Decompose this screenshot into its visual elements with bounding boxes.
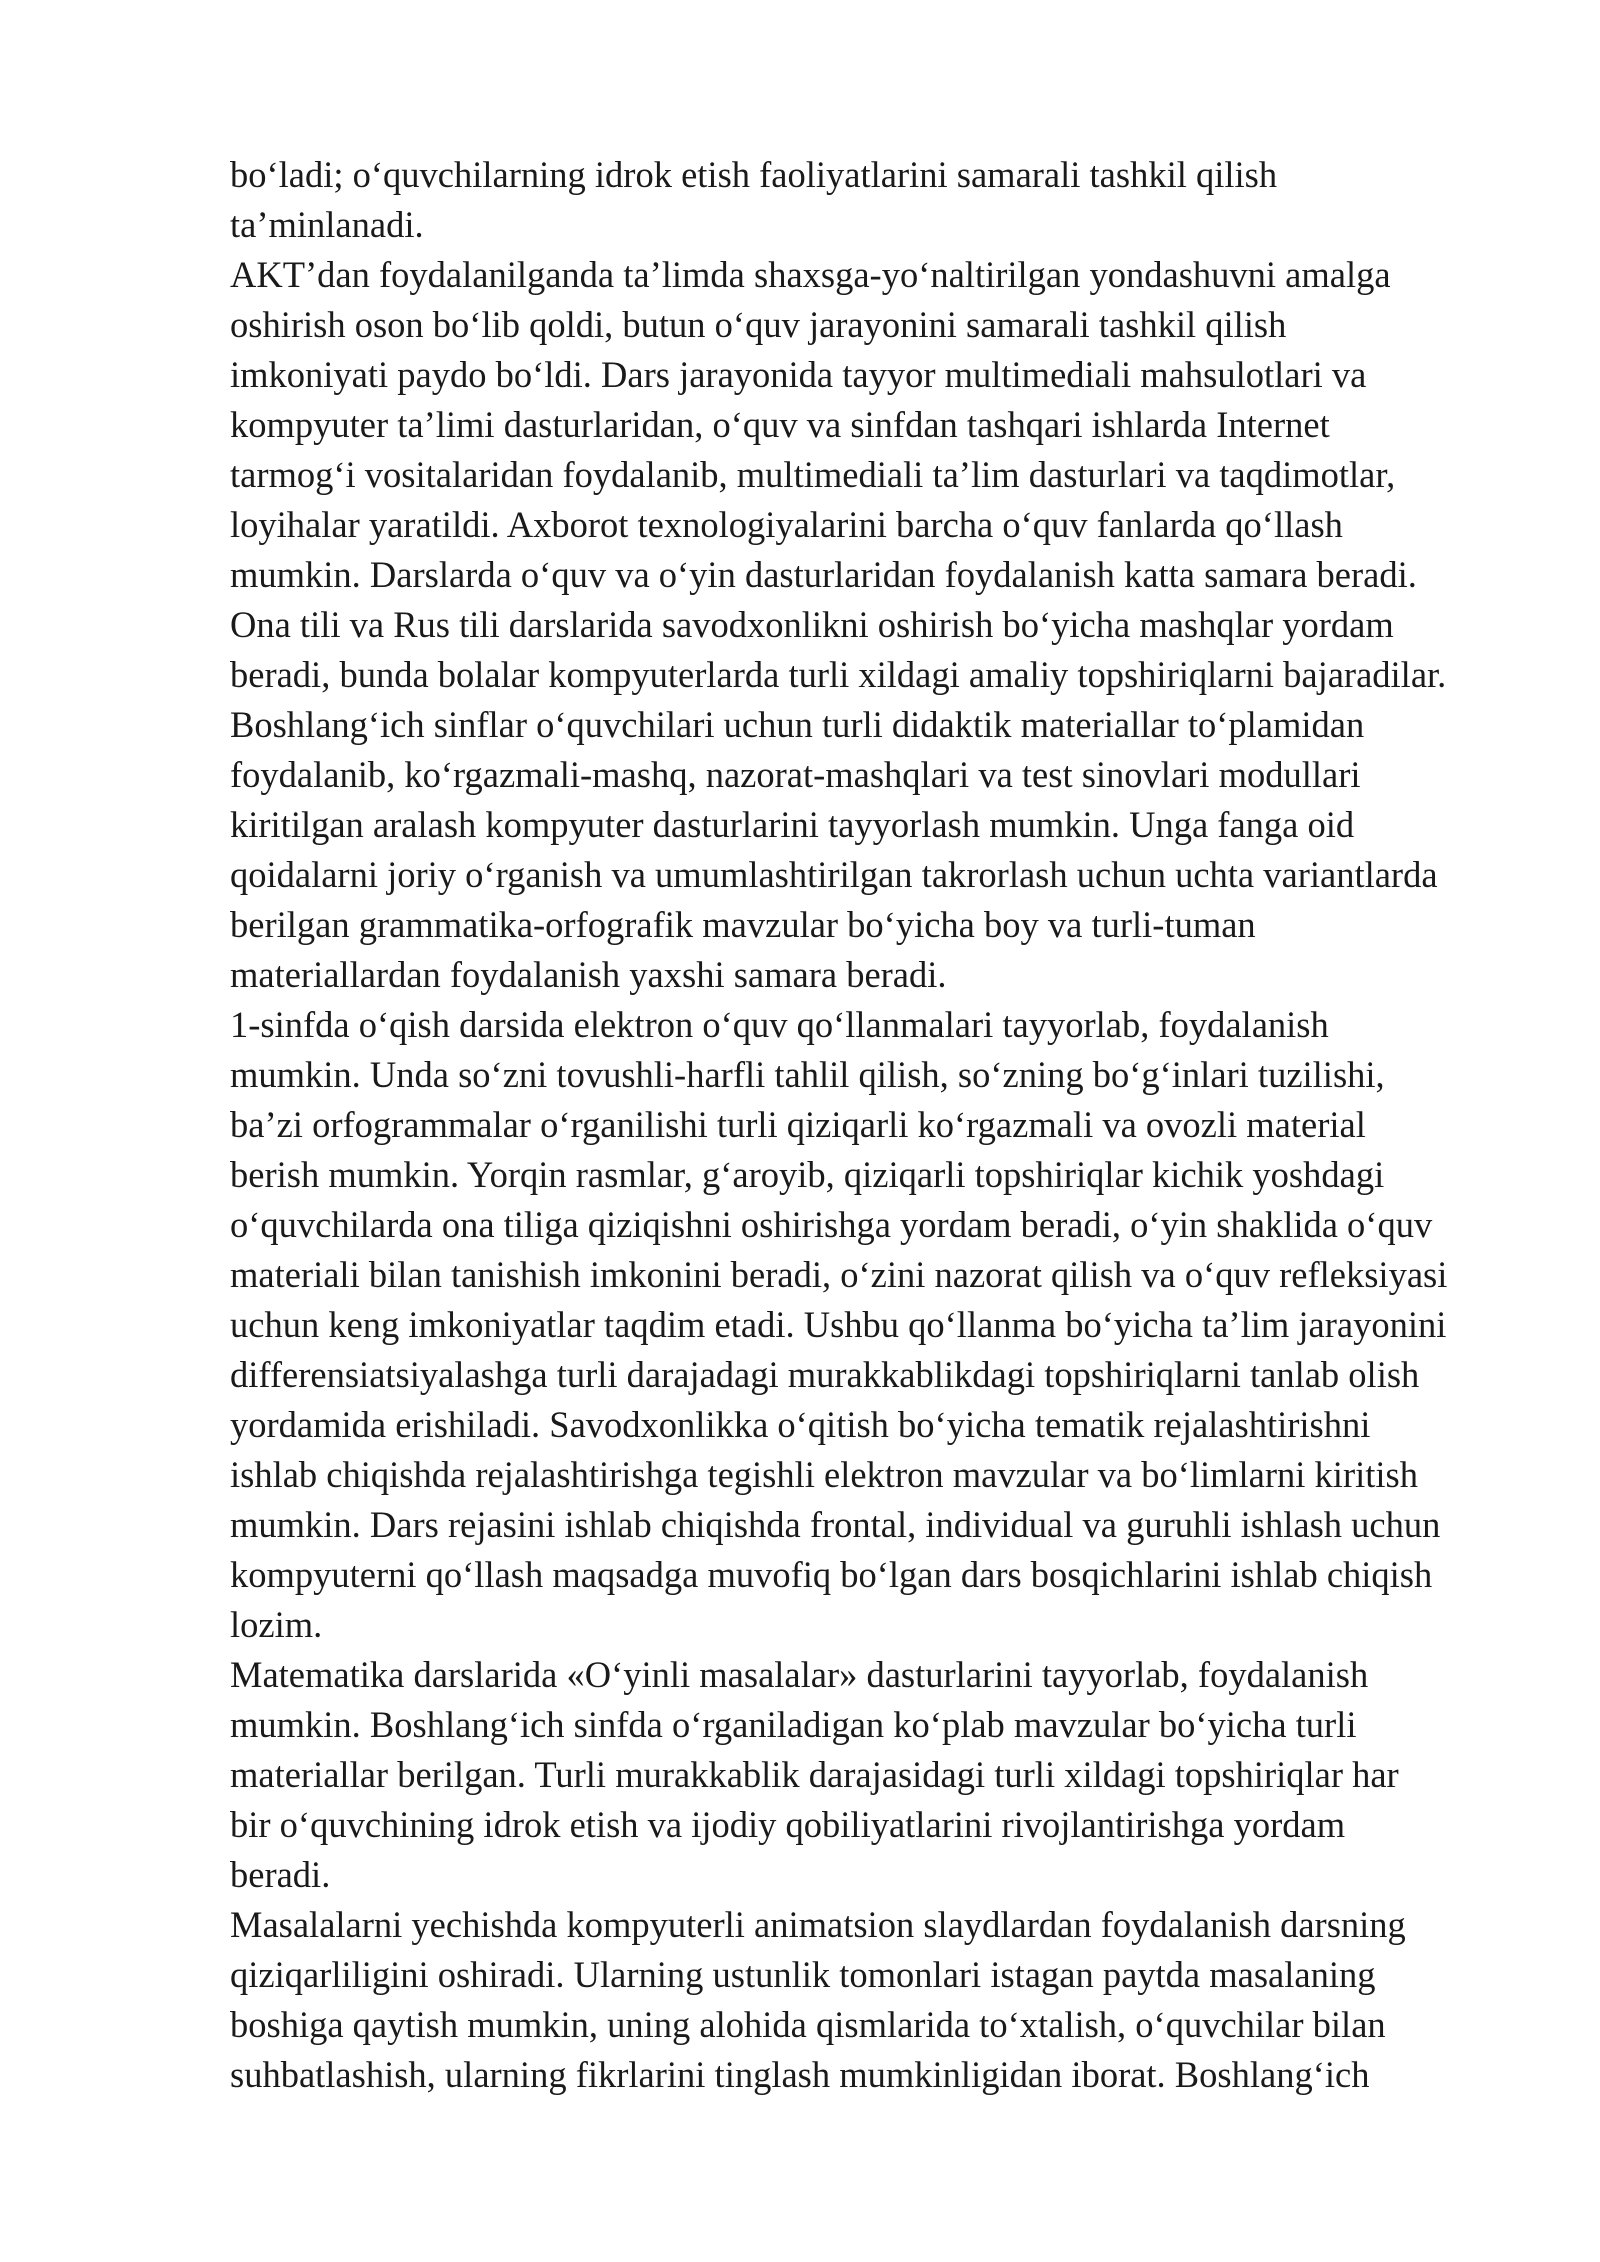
text-line: beradi.	[230, 1854, 331, 1895]
text-line: Ona tili va Rus tili darslarida savodxonlikni oshirish bo‘yicha mashqlar yordam	[230, 604, 1394, 645]
body-text	[230, 150, 1550, 2100]
text-line: suhbatlashish, ularning fikrlarini tinglash mumkinligidan iborat. Boshlang‘ich	[230, 2054, 1370, 2095]
text-line: mumkin. Unda so‘zni tovushli-harfli tahlil qilish, so‘zning bo‘g‘inlari tuzilishi,	[230, 1054, 1385, 1095]
text-line: ishlab chiqishda rejalashtirishga tegishli elektron mavzular va bo‘limlarni kiritish	[230, 1454, 1418, 1495]
text-line: mumkin. Boshlang‘ich sinfda o‘rganiladigan ko‘plab mavzular bo‘yicha turli	[230, 1704, 1357, 1745]
text-line: differensiatsiyalashga turli darajadagi murakkablikdagi topshiriqlarni tanlab olish	[230, 1354, 1420, 1395]
text-line: materiali bilan tanishish imkonini beradi, o‘zini nazorat qilish va o‘quv refleksiyasi	[230, 1254, 1448, 1295]
text-line: bo‘ladi; o‘quvchilarning idrok etish faoliyatlarini samarali tashkil qilish	[230, 154, 1278, 195]
text-line: kompyuter ta’limi dasturlaridan, o‘quv va sinfdan tashqari ishlarda Internet	[230, 404, 1330, 445]
text-line: loyihalar yaratildi. Axborot texnologiyalarini barcha o‘quv fanlarda qo‘llash	[230, 504, 1343, 545]
text-line: Matematika darslarida «O‘yinli masalalar» dasturlarini tayyorlab, foydalanish	[230, 1654, 1369, 1695]
text-line: kiritilgan aralash kompyuter dasturlarini tayyorlash mumkin. Unga fanga oid	[230, 804, 1355, 845]
text-line: imkoniyati paydo bo‘ldi. Dars jarayonida tayyor multimediali mahsulotlari va	[230, 354, 1367, 395]
text-line: materiallar berilgan. Turli murakkablik darajasidagi turli xildagi topshiriqlar har	[230, 1754, 1399, 1795]
text-line: qoidalarni joriy o‘rganish va umumlashtirilgan takrorlash uchun uchta variantlarda	[230, 854, 1438, 895]
text-line: AKT’dan foydalanilganda ta’limda shaxsga-yo‘naltirilgan yondashuvni amalga	[230, 254, 1391, 295]
text-line: boshiga qaytish mumkin, uning alohida qismlarida to‘xtalish, o‘quvchilar bilan	[230, 2004, 1386, 2045]
text-line: Masalalarni yechishda kompyuterli animatsion slaydlardan foydalanish darsning	[230, 1904, 1406, 1945]
text-line: Boshlang‘ich sinflar o‘quvchilari uchun turli didaktik materiallar to‘plamidan	[230, 704, 1365, 745]
text-line: o‘quvchilarda ona tiliga qiziqishni oshirishga yordam beradi, o‘yin shaklida o‘quv	[230, 1204, 1433, 1245]
text-line: beradi, bunda bolalar kompyuterlarda turli xildagi amaliy topshiriqlarni bajaradilar.	[230, 654, 1447, 695]
text-line: ta’minlanadi.	[230, 204, 424, 245]
text-line: kompyuterni qo‘llash maqsadga muvofiq bo‘lgan dars bosqichlarini ishlab chiqish	[230, 1554, 1433, 1595]
text-line: mumkin. Darslarda o‘quv va o‘yin dasturlaridan foydalanish katta samara beradi.	[230, 554, 1417, 595]
text-line: yordamida erishiladi. Savodxonlikka o‘qitish bo‘yicha tematik rejalashtirishni	[230, 1404, 1371, 1445]
text-line: 1-sinfda o‘qish darsida elektron o‘quv qo‘llanmalari tayyorlab, foydalanish	[230, 1004, 1329, 1045]
text-line: foydalanib, ko‘rgazmali-mashq, nazorat-mashqlari va test sinovlari modullari	[230, 754, 1361, 795]
text-line: qiziqarliligini oshiradi. Ularning ustunlik tomonlari istagan paytda masalaning	[230, 1954, 1376, 1995]
text-line: ba’zi orfogrammalar o‘rganilishi turli qiziqarli ko‘rgazmali va ovozli material	[230, 1104, 1366, 1145]
text-line: lozim.	[230, 1604, 323, 1645]
text-line: berish mumkin. Yorqin rasmlar, g‘aroyib, qiziqarli topshiriqlar kichik yoshdagi	[230, 1154, 1385, 1195]
text-line: oshirish oson bo‘lib qoldi, butun o‘quv jarayonini samarali tashkil qilish	[230, 304, 1287, 345]
text-line: uchun keng imkoniyatlar taqdim etadi. Ushbu qo‘llanma bo‘yicha ta’lim jarayonini	[230, 1304, 1447, 1345]
text-line: berilgan grammatika-orfografik mavzular bo‘yicha boy va turli-tuman	[230, 904, 1256, 945]
text-line: bir o‘quvchining idrok etish va ijodiy qobiliyatlarini rivojlantirishga yordam	[230, 1804, 1346, 1845]
text-line: materiallardan foydalanish yaxshi samara beradi.	[230, 954, 947, 995]
text-line: tarmog‘i vositalaridan foydalanib, multimediali ta’lim dasturlari va taqdimotlar,	[230, 454, 1396, 495]
text-line: mumkin. Dars rejasini ishlab chiqishda frontal, individual va guruhli ishlash uchun	[230, 1504, 1441, 1545]
